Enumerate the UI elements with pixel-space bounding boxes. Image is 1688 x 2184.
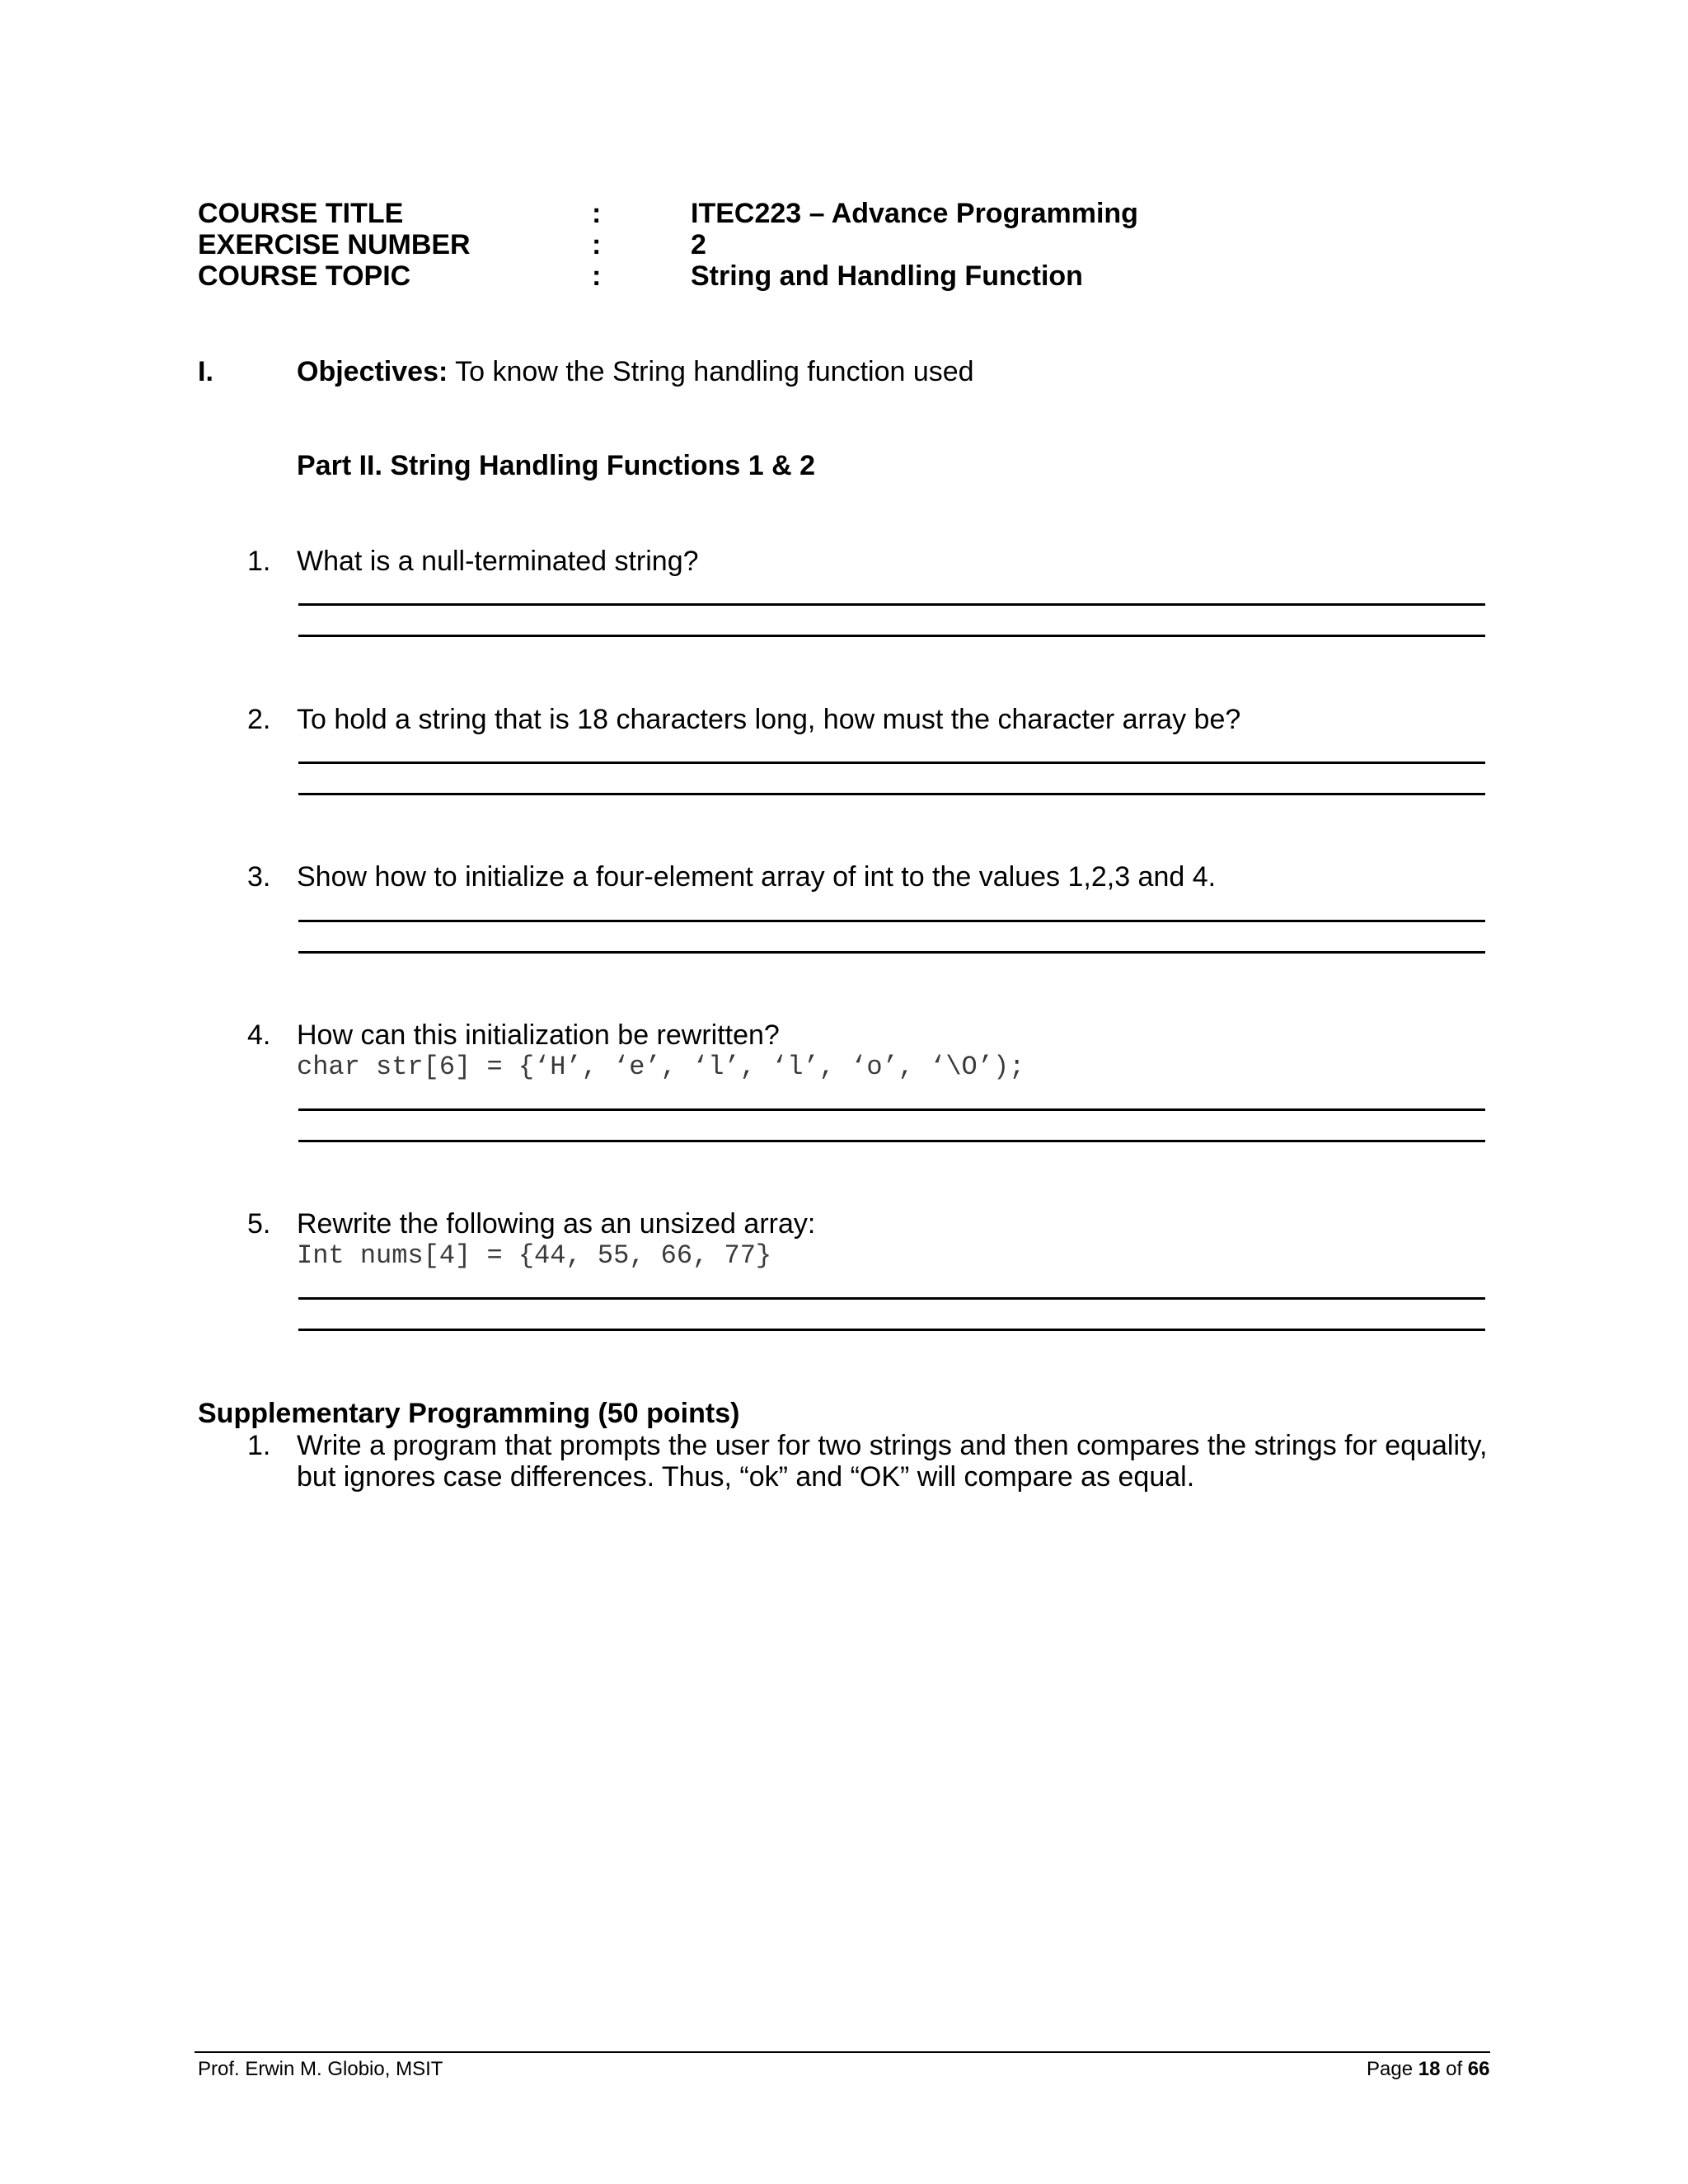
objectives-label: Objectives: xyxy=(297,356,448,387)
supplementary-title: Supplementary Programming (50 points) xyxy=(198,1398,740,1429)
answer-line xyxy=(298,1108,1485,1111)
course-topic-sep: : xyxy=(592,260,602,292)
objectives-numeral: I. xyxy=(198,356,213,387)
answer-line xyxy=(298,1140,1485,1142)
course-title-sep: : xyxy=(592,198,602,229)
answer-line xyxy=(298,951,1485,954)
objectives-text: To know the String handling function used xyxy=(448,356,974,387)
supplementary-item-number: 1. xyxy=(247,1430,271,1461)
question-number: 4. xyxy=(247,1019,271,1051)
question-text: Rewrite the following as an unsized array: xyxy=(297,1208,816,1240)
question-text: What is a null-terminated string? xyxy=(297,546,699,577)
question-text: Show how to initialize a four-element array of int to the values 1,2,3 and 4. xyxy=(297,861,1217,893)
exercise-number-value: 2 xyxy=(691,229,706,260)
question-text: How can this initialization be rewritten? xyxy=(297,1019,780,1051)
answer-line xyxy=(298,793,1485,795)
page-current: 18 xyxy=(1418,2058,1441,2080)
answer-line xyxy=(298,762,1485,764)
course-title-label: COURSE TITLE xyxy=(198,198,404,229)
part-title: Part II. String Handling Functions 1 & 2 xyxy=(297,450,816,481)
answer-line xyxy=(298,635,1485,637)
question-number: 5. xyxy=(247,1208,271,1240)
page-prefix: Page xyxy=(1367,2058,1418,2080)
code-snippet: char str[6] = {‘H’, ‘e’, ‘l’, ‘l’, ‘o’, ‘\O’); xyxy=(297,1052,1025,1082)
exercise-number-label: EXERCISE NUMBER xyxy=(198,229,471,260)
answer-line xyxy=(298,1329,1485,1331)
footer-rule xyxy=(195,2051,1490,2053)
supplementary-item-line1: Write a program that prompts the user for two strings and then compares the strings for equality, xyxy=(297,1430,1488,1461)
course-topic-label: COURSE TOPIC xyxy=(198,260,411,292)
page-of: of xyxy=(1440,2058,1468,2080)
question-number: 2. xyxy=(247,704,271,735)
page-total: 66 xyxy=(1467,2058,1490,2080)
question-number: 1. xyxy=(247,546,271,577)
course-topic-value: String and Handling Function xyxy=(691,260,1083,292)
footer-author: Prof. Erwin M. Globio, MSIT xyxy=(198,2058,443,2080)
question-text: To hold a string that is 18 characters long, how must the character array be? xyxy=(297,704,1241,735)
footer-page-number xyxy=(1367,2058,1490,2081)
question-number: 3. xyxy=(247,861,271,893)
answer-line xyxy=(298,603,1485,606)
answer-line xyxy=(298,1297,1485,1300)
exercise-number-sep: : xyxy=(592,229,602,260)
code-snippet: Int nums[4] = {44, 55, 66, 77} xyxy=(297,1240,772,1271)
answer-line xyxy=(298,920,1485,922)
course-title-value: ITEC223 – Advance Programming xyxy=(691,198,1138,229)
objectives xyxy=(297,356,974,388)
supplementary-item-line2: but ignores case differences. Thus, “ok” and “OK” will compare as equal. xyxy=(297,1461,1195,1493)
